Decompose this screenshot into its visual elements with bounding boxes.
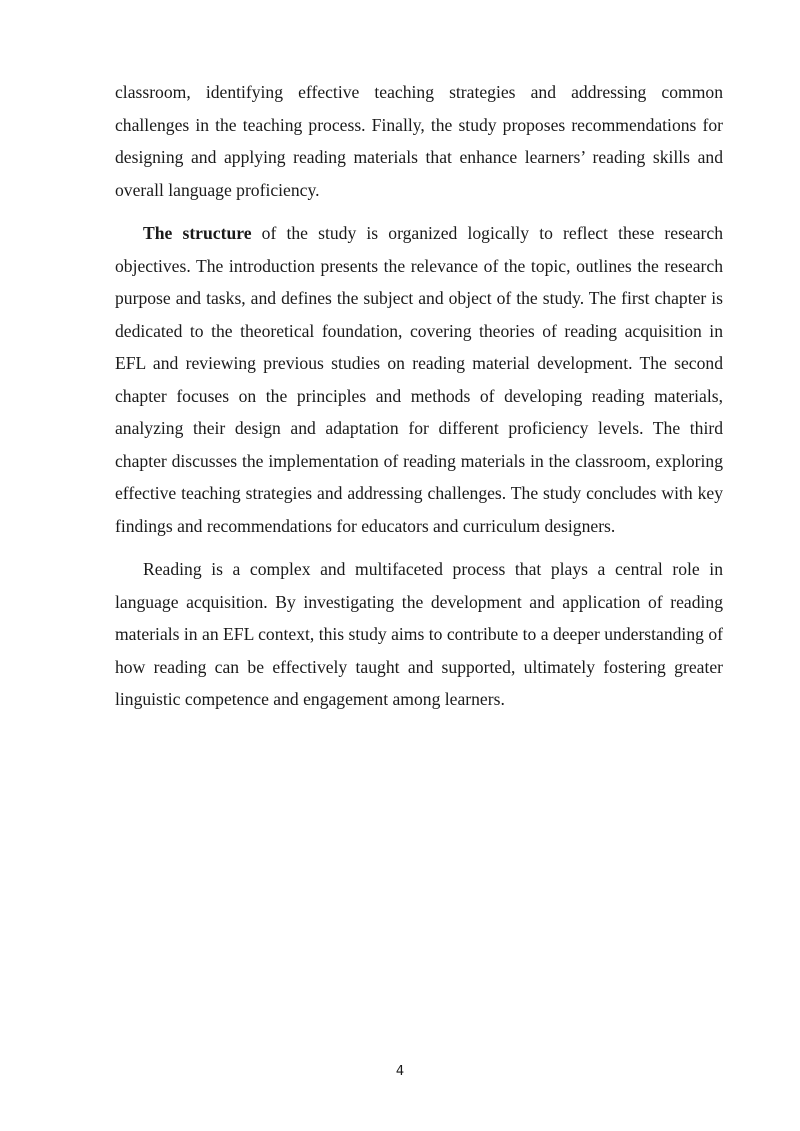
paragraph-lead-bold: The structure: [143, 223, 252, 243]
paragraph-structure: [115, 217, 723, 542]
page-number: 4: [395, 1064, 405, 1079]
paragraph-conclusion: Reading is a complex and multifaceted process that plays a central role in language acquisition. By investigating the development and application of reading materials in an EFL context, this study aims to contribute to a deeper understanding of how reading can be effectively taught and supported, ultimately fostering greater linguistic competence and engagement among learners.: [115, 559, 723, 709]
paragraph-structure-text: of the study is organized logically to reflect these research objectives. The introduction presents the relevance of the topic, outlines the research purpose and tasks, and defines the subject and object of the study. The first chapter is dedicated to the theoretical foundation, covering theories of reading acquisition in EFL and reviewing previous studies on reading material development. The second chapter focuses on the principles and methods of developing reading materials, analyzing their design and adaptation for different proficiency levels. The third chapter discusses the implementation of reading materials in the classroom, exploring effective teaching strategies and addressing challenges. The study concludes with key findings and recommendations for educators and curriculum designers.: [115, 223, 723, 536]
document-body: [115, 76, 723, 727]
paragraph-continuation: classroom, identifying effective teaching strategies and addressing common challenges in the teaching process. Finally, the study proposes recommendations for designing and applying reading materials that enhance learners’ reading skills and overall language proficiency.: [115, 82, 723, 200]
